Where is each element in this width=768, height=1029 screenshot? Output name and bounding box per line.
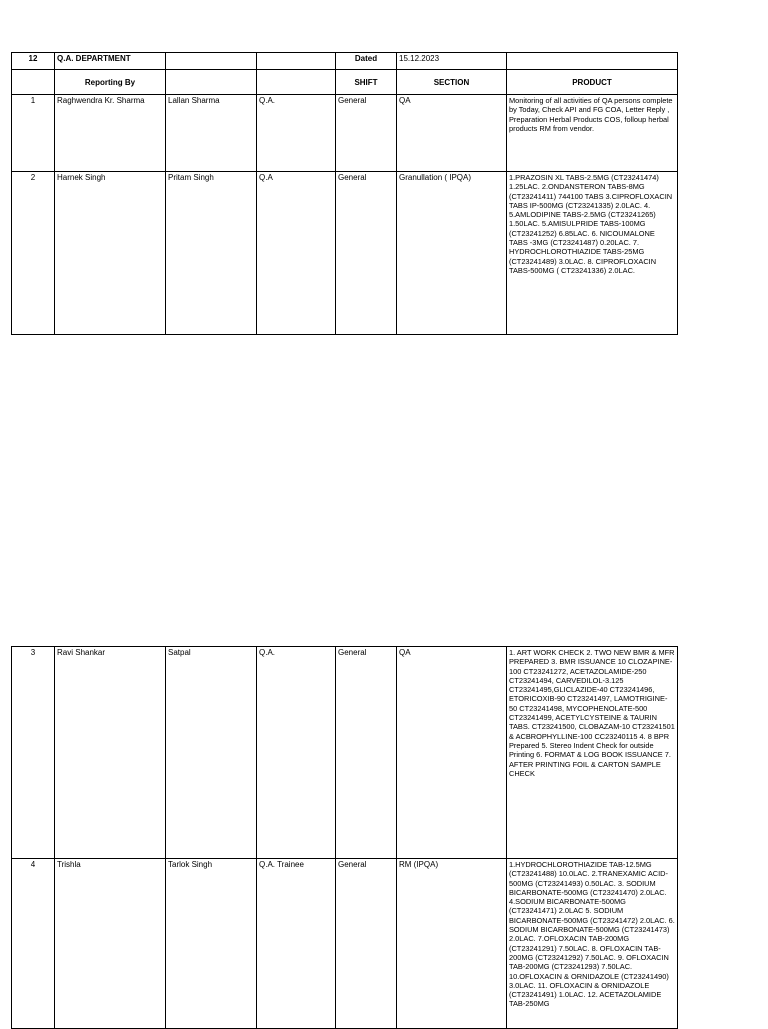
employee-name: Harnek Singh: [55, 172, 166, 335]
shift-cell: General: [336, 95, 397, 172]
product-cell: 1.HYDROCHLOROTHIAZIDE TAB-12.5MG (CT23241488) 10.0LAC. 2.TRANEXAMIC ACID-500MG (CT23241493) 0.50LAC. 3. SODIUM BICARBONATE-500MG (CT23241470) 2.0LAC. 4.SODIUM BICARBONATE-500MG (CT23241471) 2.0LAC 5. SODIUM BICARBONATE-500MG (CT23241472) 2.0LAC. 6. SODIUM BICARBONATE-500MG (CT23241473) 2.0LAC. 7.OFLOXACIN TAB-200MG (CT23241291) 7.50LAC. 8. OFLOXACIN TAB-200MG (CT23241292) 7.50LAC. 9. OFLOXACIN TAB-200MG (CT23241293) 7.50LAC. 10.OFLOXACIN & ORNIDAZOLE (CT23241490) 3.0LAC. 11. OFLOXACIN & ORNIDAZOLE (CT23241491) 1.0LAC. 12. ACETAZOLAMIDE TAB-250MG: [507, 859, 678, 1029]
empty-cell: [507, 53, 678, 70]
employee-name: Raghwendra Kr. Sharma: [55, 95, 166, 172]
sheet-number: 12: [12, 53, 55, 70]
reporting-by-header: Reporting By: [55, 70, 166, 95]
reporting-person: Tarlok Singh: [166, 859, 257, 1029]
reporting-person: Pritam Singh: [166, 172, 257, 335]
empty-cell: [166, 53, 257, 70]
department-cell: Q.A: [257, 172, 336, 335]
shift-cell: General: [336, 859, 397, 1029]
reporting-person: Satpal: [166, 647, 257, 859]
table-row: [12, 95, 678, 172]
report-date: 15.12.2023: [397, 53, 507, 70]
row-number: 3: [12, 647, 55, 859]
product-header: PRODUCT: [507, 70, 678, 95]
row-number: 1: [12, 95, 55, 172]
row-number: 4: [12, 859, 55, 1029]
department-title: Q.A. DEPARTMENT: [55, 53, 166, 70]
department-cell: Q.A. Trainee: [257, 859, 336, 1029]
product-cell: Monitoring of all activities of QA persons complete by Today, Check API and FG COA, Letter Reply , Preparation Herbal Products COS, folloup herbal products RM from vendor.: [507, 95, 678, 172]
section-cell: QA: [397, 647, 507, 859]
department-cell: Q.A.: [257, 95, 336, 172]
empty-cell: [12, 70, 55, 95]
table-row: [12, 647, 678, 859]
department-cell: Q.A.: [257, 647, 336, 859]
product-cell: 1.PRAZOSIN XL TABS-2.5MG (CT23241474) 1.25LAC. 2.ONDANSTERON TABS-8MG (CT23241411) 744100 TABS 3.CIPROFLOXACIN TABS IP-500MG (CT23241335) 2.0LAC. 4. 5.AMLODIPINE TABS-2.5MG (CT23241265) 1.50LAC. 5.AMISULPRIDE TABS-100MG (CT23241252) 6.85LAC. 6. NICOUMALONE TABS -3MG (CT23241487) 0.20LAC. 7. HYDROCHLOROTHIAZIDE TABS-25MG (CT23241489) 3.0LAC. 8. CIPROFLOXACIN TABS-500MG ( CT23241336) 2.0LAC.: [507, 172, 678, 335]
report-table-bottom: [11, 646, 678, 1029]
section-cell: Granullation ( IPQA): [397, 172, 507, 335]
shift-cell: General: [336, 647, 397, 859]
report-table-top: [11, 52, 678, 335]
empty-cell: [257, 70, 336, 95]
employee-name: Trishla: [55, 859, 166, 1029]
employee-name: Ravi Shankar: [55, 647, 166, 859]
empty-cell: [166, 70, 257, 95]
table-row: [12, 172, 678, 335]
shift-header: SHIFT: [336, 70, 397, 95]
reporting-person: Lallan Sharma: [166, 95, 257, 172]
section-header: SECTION: [397, 70, 507, 95]
section-cell: RM (IPQA): [397, 859, 507, 1029]
shift-cell: General: [336, 172, 397, 335]
dated-label: Dated: [336, 53, 397, 70]
row-number: 2: [12, 172, 55, 335]
product-cell: 1. ART WORK CHECK 2. TWO NEW BMR & MFR PREPARED 3. BMR ISSUANCE 10 CLOZAPINE-100 CT23241272, ACETAZOLAMIDE-250 CT23241494, CARVEDILOL-3.125 CT23241495,GLICLAZIDE-40 CT23241496, ETORICOXIB-90 CT23241497, LAMOTRIGINE-50 CT23241498, MYCOPHENOLATE-500 CT23241499, ACETYLCYSTEINE & TAURIN TABS. CT23241500, CLOBAZAM-10 CT23241501 & ACBROPHYLLINE-100 CC23240115 4. 8 BPR Prepared 5. Stereo Indent Check for outside Printing 6. FORMAT & LOG BOOK ISSUANCE 7. AFTER PRINTING FOIL & CARTON SAMPLE CHECK: [507, 647, 678, 859]
column-header-row: [12, 70, 678, 95]
title-row: [12, 53, 678, 70]
section-cell: QA: [397, 95, 507, 172]
table-row: [12, 859, 678, 1029]
empty-cell: [257, 53, 336, 70]
